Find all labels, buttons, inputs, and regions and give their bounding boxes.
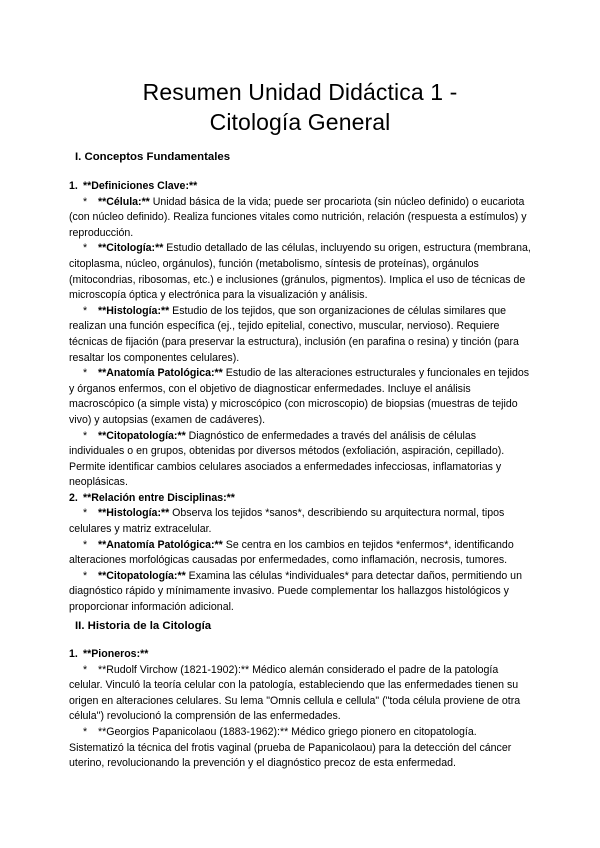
term-label: **Citopatología:** (98, 429, 186, 442)
bullet-star: * (83, 538, 88, 551)
item-text: **Rudolf Virchow (1821-1902):** Médico alemán considerado el padre de la patología celular. Vinculó la teoría celular con la patología, estableciendo que las enfermedades tienen su origen en alteraciones celulares. Su lema "Omnis cellula e cellula" ("toda célula proviene de otra célula") revolucionó la comprensión de las enfermedades. (69, 663, 521, 723)
list-number: 1. (69, 648, 78, 660)
section-body-conceptos (69, 179, 531, 616)
numbered-heading-label: **Definiciones Clave:** (83, 180, 198, 192)
document-title-line-1: Resumen Unidad Didáctica 1 - (142, 79, 458, 105)
term-label: **Anatomía Patológica:** (98, 538, 223, 551)
term-description: Observa los tejidos *sanos*, describiendo su arquitectura normal, tipos celulares y matriz extracelular. (69, 507, 505, 536)
list-item-citopatologia-relacion (69, 569, 531, 616)
numbered-heading-label: **Relación entre Disciplinas:** (83, 491, 235, 504)
list-item-anatomia-patologica (69, 366, 531, 428)
term-label: **Célula:** (98, 195, 150, 208)
bullet-star: * (83, 429, 88, 442)
list-item-histologia-relacion (69, 506, 531, 537)
list-number: 2. (69, 491, 78, 504)
term-label: **Citopatología:** (98, 569, 186, 582)
list-item-anatomia-relacion (69, 538, 531, 569)
numbered-heading-definiciones (69, 179, 531, 195)
section-heading-historia: II. Historia de la Citología (75, 620, 212, 632)
numbered-heading-relacion (69, 491, 531, 507)
term-label: **Anatomía Patológica:** (98, 367, 223, 380)
list-item-virchow (69, 663, 531, 725)
item-text: **Georgios Papanicolaou (1883-1962):** Médico griego pionero en citopatología. Sistematizó la técnica del frotis vaginal (prueba de Papanicolaou) para la detección del cáncer uterino, revolucionando la prevención y el diagnóstico precoz de esta enfermedad. (69, 725, 512, 770)
term-label: **Citología:** (98, 242, 164, 255)
list-item-citopatologia (69, 429, 531, 491)
term-description: Examina las células *individuales* para detectar daños, permitiendo un diagnóstico rápido y mínimamente invasivo. Puede complementar los hallazgos histológicos y proporcionar información adicional. (69, 569, 522, 614)
term-description: Diagnóstico de enfermedades a través del análisis de células individuales o en grupos, obtenidas por diversos métodos (exfoliación, aspiración, cepillado). Permite identificar cambios celulares asociados a enfermedades infecciosas, inflamatorias y neoplásicas. (69, 429, 505, 489)
bullet-star: * (83, 507, 88, 520)
term-description: Se centra en los cambios en tejidos *enfermos*, identificando alteraciones morfológicas causadas por enfermedades, como inflamación, necrosis, tumores. (69, 538, 514, 567)
list-item-celula (69, 195, 531, 242)
term-description: Estudio de las alteraciones estructurales y funcionales en tejidos y órganos enfermos, con el objetivo de diagnosticar enfermedades. Incluye el análisis macroscópico (a simple vista) y microscópico (con microscopio) de biopsias (muestras de tejido vivo) y autopsias (examen de cadáveres). (69, 367, 530, 426)
numbered-heading-label: **Pioneros:** (83, 648, 149, 660)
bullet-star: * (83, 725, 88, 738)
bullet-star: * (83, 367, 88, 380)
section-body-historia (69, 647, 531, 772)
bullet-star: * (83, 304, 88, 317)
term-description: Unidad básica de la vida; puede ser procariota (sin núcleo definido) o eucariota (con núcleo definido). Realiza funciones vitales como nutrición, relación (respuesta a estímulos) y reproducción. (69, 195, 527, 239)
list-item-papanicolaou (69, 725, 531, 772)
list-number: 1. (69, 180, 78, 192)
bullet-star: * (83, 569, 88, 582)
bullet-star: * (83, 663, 88, 676)
list-item-citologia (69, 241, 531, 303)
term-description: Estudio de los tejidos, que son organizaciones de células similares que realizan una función específica (ej., tejido epitelial, conectivo, muscular, nervioso). Requiere técnicas de fijación (para preservar la estructura), inclusión (en parafina o resina) y tinción (para resaltar los componentes celulares). (69, 304, 519, 364)
bullet-star: * (83, 195, 88, 208)
term-label: **Histología:** (98, 304, 170, 317)
bullet-star: * (83, 242, 88, 255)
term-description: Estudio detallado de las células, incluyendo su origen, estructura (membrana, citoplasma, núcleo, orgánulos), función (metabolismo, síntesis de proteínas), orgánulos (mitocondrias, ribosomas, etc.) e inclusiones (gránulos, pigmentos). Implica el uso de técnicas de microscopía óptica y electrónica para la visualización y análisis. (69, 242, 531, 302)
document-title-line-2: Citología General (209, 109, 391, 135)
section-heading-conceptos: I. Conceptos Fundamentales (75, 151, 231, 163)
list-item-histologia (69, 304, 531, 366)
numbered-heading-pioneros (69, 647, 531, 663)
term-label: **Histología:** (98, 507, 170, 520)
